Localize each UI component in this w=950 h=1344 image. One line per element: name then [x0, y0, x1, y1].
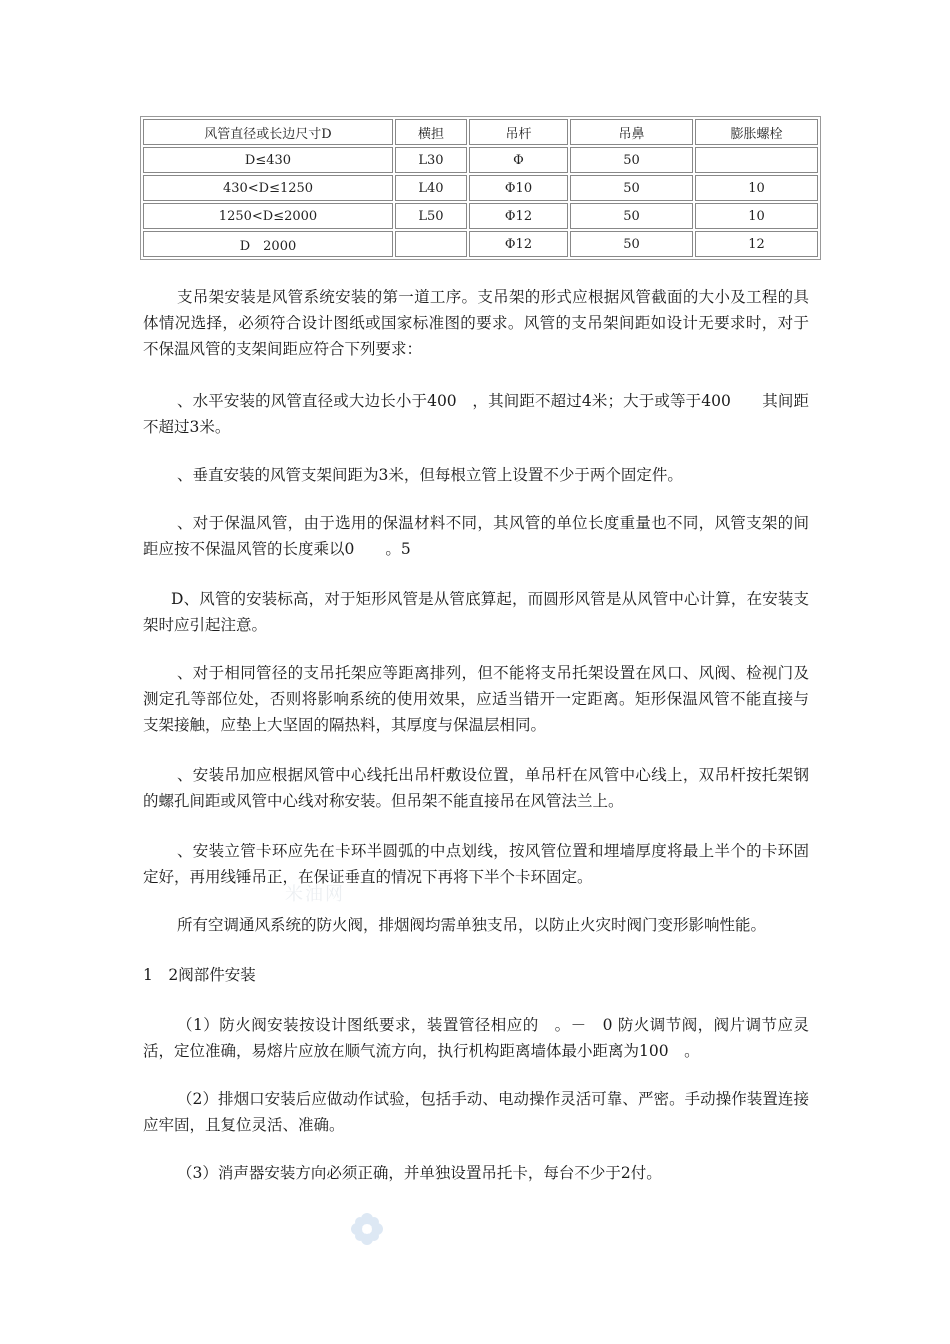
flower-icon [350, 1212, 384, 1246]
table-row [143, 175, 818, 201]
list-item-fire-damper: （1）防火阀安装按设计图纸要求，装置管径相应的 。－ 0 防火调节阀，阀片调节应灵活，定位准确，易熔片应放在顺气流方向，执行机构距离墙体最小距离为100 。 [143, 1016, 809, 1060]
paragraph-insulated-ducts: 、对于保温风管，由于选用的保温材料不同，其风管的单位长度重量也不同，风管支架的间距应按不保温风管的长度乘以0 。5 [143, 514, 809, 558]
header-cell: 吊杆 [469, 119, 568, 145]
paragraph-hanger-install: 、安装吊加应根据风管中心线托出吊杆敷设位置，单吊杆在风管中心线上，双吊杆按托架钢的螺孔间距或风管中心线对称安装。但吊架不能直接吊在风管法兰上。 [143, 766, 809, 810]
table-cell: Φ12 [469, 231, 568, 257]
header-cell: 风管直径或长边尺寸D [143, 119, 393, 145]
header-cell: 膨胀螺栓 [695, 119, 818, 145]
header-cell: 横担 [395, 119, 467, 145]
table-cell: D 2000 [143, 231, 393, 257]
paragraph-vertical-spacing: 、垂直安装的风管支架间距为3米，但每根立管上设置不少于两个固定件。 [177, 466, 683, 484]
table-cell: 430<D≤1250 [143, 175, 393, 201]
table-cell: 12 [695, 231, 818, 257]
table-cell: Φ [469, 147, 568, 173]
table-row [143, 203, 818, 229]
table-cell: L50 [395, 203, 467, 229]
table-cell: 10 [695, 175, 818, 201]
spec-table [140, 116, 821, 260]
table-cell [695, 147, 818, 173]
table-cell: Φ12 [469, 203, 568, 229]
table-row [143, 147, 818, 173]
table-cell: 50 [570, 147, 693, 173]
section-heading: 1 2阀部件安装 [143, 966, 256, 984]
table-cell: 50 [570, 203, 693, 229]
paragraph-elevation: D、风管的安装标高，对于矩形风管是从管底算起，而圆形风管是从风管中心计算，在安装支架时应引起注意。 [143, 590, 809, 634]
paragraph-intro: 支吊架安装是风管系统安装的第一道工序。支吊架的形式应根据风管截面的大小及工程的具体情况选择，必须符合设计图纸或国家标准图的要求。风管的支吊架间距如设计无要求时，对于不保温风管的支架间距应符合下列要求： [143, 288, 809, 358]
table-cell: Φ10 [469, 175, 568, 201]
table-header-row [143, 119, 818, 145]
watermark-text: 米油网 [285, 884, 345, 905]
paragraph-horizontal-spacing: 、水平安装的风管直径或大边长小于400 ，其间距不超过4米；大于或等于400 其间距不超过3米。 [143, 392, 809, 436]
list-item-silencer: （3）消声器安装方向必须正确，并单独设置吊托卡，每台不少于2付。 [177, 1164, 662, 1182]
table-row [143, 231, 818, 257]
table-cell: 50 [570, 175, 693, 201]
table-cell: L30 [395, 147, 467, 173]
table-cell: L40 [395, 175, 467, 201]
table-cell: 50 [570, 231, 693, 257]
list-item-smoke-outlet: （2）排烟口安装后应做动作试验，包括手动、电动操作灵活可靠、严密。手动操作装置连接应牢固，且复位灵活、准确。 [143, 1090, 809, 1134]
table-cell: 1250<D≤2000 [143, 203, 393, 229]
paragraph-support-spacing: 、对于相同管径的支吊托架应等距离排列，但不能将支吊托架设置在风口、风阀、检视门及测定孔等部位处，否则将影响系统的使用效果，应适当错开一定距离。矩形保温风管不能直接与支架接触，应垫上大坚固的隔热料，其厚度与保温层相同。 [143, 664, 809, 734]
paragraph-fire-damper-support: 所有空调通风系统的防火阀，排烟阀均需单独支吊，以防止火灾时阀门变形影响性能。 [177, 916, 767, 934]
header-cell: 吊鼻 [570, 119, 693, 145]
table-cell [395, 231, 467, 257]
paragraph-riser-clamp: 、安装立管卡环应先在卡环半圆弧的中点划线，按风管位置和埋墙厚度将最上半个的卡环固定好，再用线锤吊正，在保证垂直的情况下再将下半个卡环固定。 [143, 842, 809, 886]
table-cell: 10 [695, 203, 818, 229]
table-cell: D≤430 [143, 147, 393, 173]
